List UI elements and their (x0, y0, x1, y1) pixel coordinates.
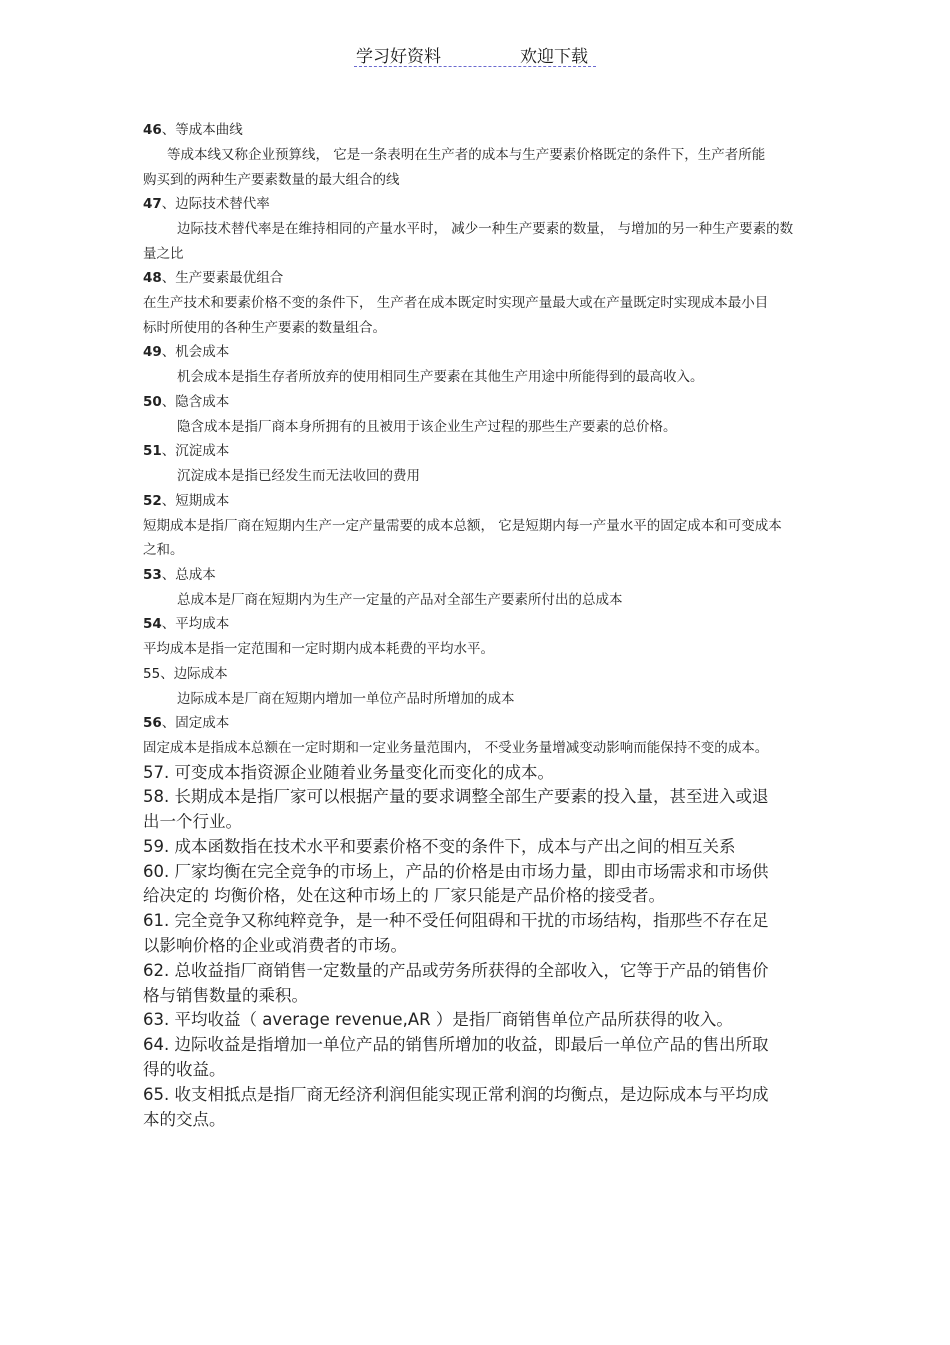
term-number: 55 (143, 665, 161, 682)
term-definition: 在生产技术和要素价格不变的条件下， 生产者在成本既定时实现产量最大或在产量既定时实现成本最小目标时所使用的各种生产要素的数量组合。 (143, 295, 769, 336)
term-number: 48 (143, 270, 162, 286)
term-definition: 平均成本是指一定范围和一定时期内成本耗费的平均水平。 (143, 641, 494, 657)
entry-55 (143, 662, 803, 712)
term-title: 隐含成本 (175, 393, 230, 410)
term-definition: 沉淀成本是指已经发生而无法收回的费用 (177, 468, 420, 484)
term-heading (143, 662, 803, 687)
term-definition: 边际技术替代率是在维持相同的产量水平时， 减少一种生产要素的数量， 与增加的另一种生产要素的数量之比 (143, 221, 794, 262)
paragraph-60: 60. 厂家均衡在完全竞争的市场上，产品的价格是由市场力量，即由市场需求和市场供给决定的 均衡价格，处在这种市场上的 厂家只能是产品价格的接受者。 (143, 861, 769, 906)
term-number: 56 (143, 715, 162, 731)
term-number: 47 (143, 196, 162, 212)
paragraph-58: 58. 长期成本是指厂家可以根据产量的要求调整全部生产要素的投入量，甚至进入或退出一个行业。 (143, 787, 769, 832)
paragraph-63: 63. 平均收益（ average revenue,AR ）是指厂商销售单位产品所获得的收入。 (143, 1010, 733, 1030)
paragraph-59: 59. 成本函数指在技术水平和要素价格不变的条件下，成本与产出之间的相互关系 (143, 836, 736, 856)
term-separator: 、 (161, 443, 176, 459)
term-definition: 短期成本是指厂商在短期内生产一定产量需要的成本总额， 它是短期内每一产量水平的固定成本和可变成本之和。 (143, 517, 782, 558)
term-number: 50 (143, 393, 162, 410)
term-separator: 、 (161, 270, 176, 286)
term-definition: 隐含成本是指厂商本身所拥有的且被用于该企业生产过程的那些生产要素的总价格。 (177, 418, 677, 435)
paragraph-65: 65. 收支相抵点是指厂商无经济利润但能实现正常利润的均衡点，是边际成本与平均成本的交点。 (143, 1084, 769, 1129)
term-number: 53 (143, 566, 162, 583)
term-definition: 机会成本是指生存者所放弃的使用相同生产要素在其他生产用途中所能得到的最高收入。 (177, 369, 704, 385)
term-heading (143, 612, 803, 637)
entry-47 (143, 192, 803, 266)
document-body (143, 118, 803, 1132)
term-number: 49 (143, 344, 162, 360)
term-separator: 、 (161, 196, 176, 212)
term-separator: 、 (161, 492, 176, 509)
term-title: 沉淀成本 (175, 443, 230, 459)
term-title: 固定成本 (175, 715, 230, 731)
entry-49 (143, 340, 803, 390)
term-separator: 、 (161, 566, 176, 583)
paragraph-57: 57. 可变成本指资源企业随着业务量变化而变化的成本。 (143, 762, 554, 782)
term-title: 生产要素最优组合 (175, 270, 284, 286)
entry-48 (143, 266, 803, 340)
term-number: 54 (143, 616, 162, 632)
term-definition: 总成本是厂商在短期内为生产一定量的产品对全部生产要素所付出的总成本 (177, 591, 623, 608)
entry-56 (143, 711, 803, 761)
paragraph-64: 64. 边际收益是指增加一单位产品的销售所增加的收益，即最后一单位产品的售出所取得的收益。 (143, 1035, 769, 1080)
entry-50 (143, 390, 803, 440)
header-left-text: 学习好资料 (356, 47, 441, 67)
term-heading (143, 711, 803, 736)
term-title: 机会成本 (175, 344, 230, 360)
term-number: 52 (143, 492, 162, 509)
term-number: 46 (143, 122, 162, 138)
entry-46 (143, 118, 803, 192)
term-title: 等成本曲线 (175, 122, 243, 138)
term-heading (143, 563, 803, 588)
term-title: 总成本 (175, 566, 216, 583)
term-separator: 、 (161, 616, 176, 632)
term-heading (143, 266, 803, 291)
term-separator: 、 (161, 393, 176, 410)
paragraph-62: 62. 总收益指厂商销售一定数量的产品或劳务所获得的全部收入，它等于产品的销售价格与销售数量的乘积。 (143, 960, 769, 1005)
term-title: 边际技术替代率 (175, 196, 270, 212)
term-number: 51 (143, 443, 162, 459)
term-heading (143, 192, 803, 217)
term-heading (143, 118, 803, 143)
header-right-text: 欢迎下载 (520, 47, 588, 67)
term-heading (143, 489, 803, 514)
page-header (354, 40, 596, 67)
paragraph-61: 61. 完全竞争又称纯粹竞争，是一种不受任何阻碍和干扰的市场结构，指那些不存在足以影响价格的企业或消费者的市场。 (143, 911, 769, 956)
term-separator: 、 (161, 344, 176, 360)
term-separator: 、 (161, 122, 176, 138)
entry-51 (143, 439, 803, 489)
entry-54 (143, 612, 803, 662)
term-title: 平均成本 (175, 616, 230, 632)
entry-52 (143, 489, 803, 563)
term-separator: 、 (161, 715, 176, 731)
entry-53 (143, 563, 803, 613)
term-separator: 、 (160, 665, 174, 682)
term-heading (143, 439, 803, 464)
term-heading (143, 390, 803, 415)
term-heading (143, 340, 803, 365)
term-definition: 固定成本是指成本总额在一定时期和一定业务量范围内， 不受业务量增减变动影响而能保持不变的成本。 (143, 740, 769, 756)
term-definition: 等成本线又称企业预算线， 它是一条表明在生产者的成本与生产要素价格既定的条件下，生产者所能购买到的两种生产要素数量的最大组合的线 (143, 147, 766, 188)
term-title: 短期成本 (175, 492, 230, 509)
term-definition: 边际成本是厂商在短期内增加一单位产品时所增加的成本 (177, 690, 515, 707)
term-title: 边际成本 (173, 665, 228, 682)
